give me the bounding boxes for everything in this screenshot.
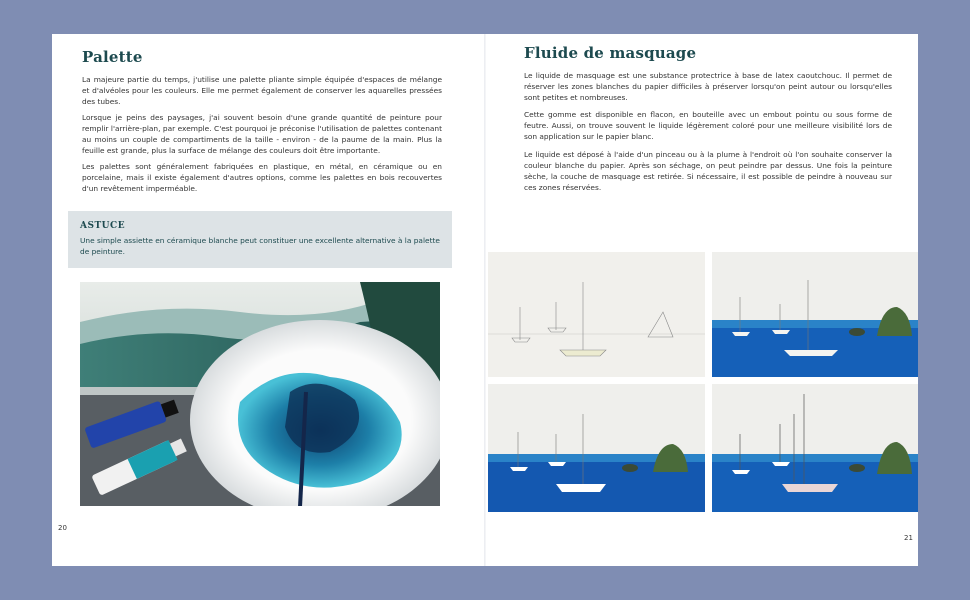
paragraph-2: Lorsque je peins des paysages, j'ai souvent besoin d'une grande quantité de peinture pour remplir l'arrière-plan, par exemple. C'est pourquoi je préconise l'utilisation de palettes contenant au moins un couple de compartiments de la taille - environ - de la paume de la main. Plus la feuille est grande, plus la surface de mélange des couleurs doit être importante. <box>82 113 442 155</box>
page-title-palette: Palette <box>82 48 143 66</box>
step-3-masking <box>488 384 705 512</box>
paragraph-1: La majeure partie du temps, j'utilise une palette pliante simple équipée d'espaces de mélange et d'alvéoles pour les couleurs. Elle me permet également de conserver les aquarelles pressées des tubes. <box>82 75 442 106</box>
palette-illustration <box>80 282 440 506</box>
paragraph-3: Les palettes sont généralement fabriquées en plastique, en métal, en céramique ou en porcelaine, mais il existe également d'autres options, comme les palettes en bois recouvertes d'un revêtement imperméable. <box>82 162 442 193</box>
page-title-masking-fluid: Fluide de masquage <box>524 44 697 62</box>
page-number-left: 20 <box>58 524 67 532</box>
right-page <box>486 34 918 566</box>
step-1-sketch <box>488 252 705 377</box>
tip-title: ASTUCE <box>80 221 126 231</box>
paragraph-1: Le liquide de masquage est une substance protectrice à base de latex caoutchouc. Il permet de réserver les zones blanches du papier difficiles à préserver lorsqu'on peint autour ou lorsqu'elles sont petites et nombreuses. <box>524 71 892 102</box>
step-2-sea <box>712 252 918 377</box>
paragraph-2: Cette gomme est disponible en flacon, en bouteille avec un embout pointu ou sous forme de feutre. Aussi, on trouve souvent le liquide légèrement coloré pour une meilleure visibilité lors de son application sur le papier blanc. <box>524 110 892 141</box>
left-page <box>52 34 485 566</box>
paragraph-3: Le liquide est déposé à l'aide d'un pinceau ou à la plume à l'endroit où l'on souhaite conserver la couleur blanche du papier. Après son séchage, on peut peindre par dessus. Une fois la peinture sèche, la couche de masquage est retirée. Si nécessaire, il est possible de peindre à nouveau sur ces zones réservées. <box>524 150 892 192</box>
step-4-final <box>712 384 918 512</box>
tip-text: Une simple assiette en céramique blanche peut constituer une excellente alternative à la palette de peinture. <box>80 236 440 256</box>
tip-box <box>68 211 452 268</box>
palette-photo <box>80 282 440 506</box>
page-number-right: 21 <box>904 534 913 542</box>
